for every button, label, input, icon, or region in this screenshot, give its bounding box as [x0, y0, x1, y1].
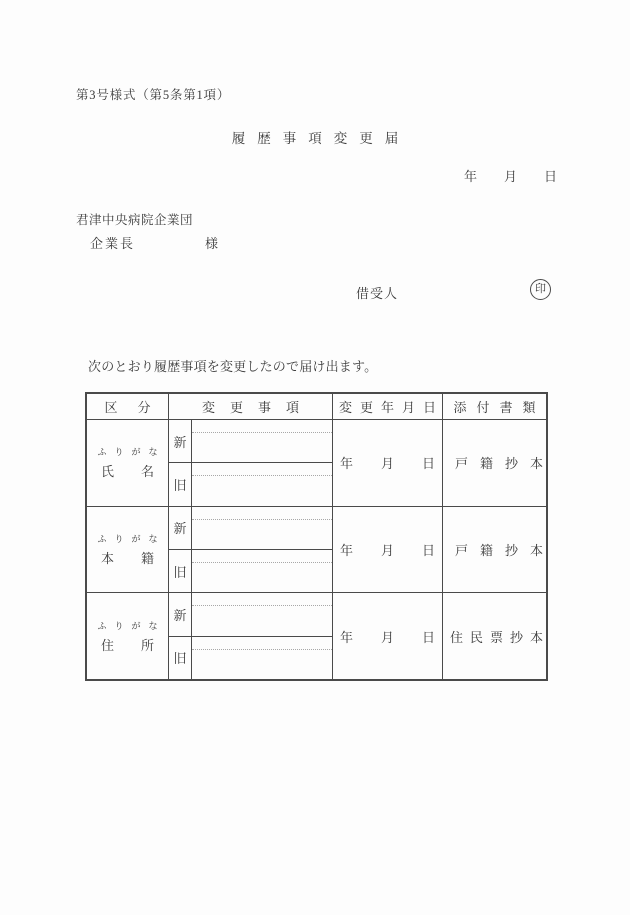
date-month-label: 月: [504, 169, 518, 184]
furigana-label: ふりがな: [97, 620, 166, 631]
seal-character: 印: [535, 283, 546, 295]
new-entry-row: [169, 593, 332, 636]
furigana-label: ふりがな: [97, 447, 166, 458]
change-date-cell: [333, 420, 443, 506]
statement-text: 次のとおり履歴事項を変更したので届け出ます。: [88, 359, 378, 374]
new-entry-row: [169, 420, 332, 463]
document-title: 履歴事項変更届: [231, 131, 411, 146]
attachment-label: 住民票抄本: [450, 629, 551, 645]
new-label: 新: [169, 420, 192, 462]
furigana-writing-line: [192, 562, 332, 563]
old-entry-field: [192, 463, 332, 505]
header-category: 区分: [87, 394, 169, 419]
date-month-label: 月: [380, 543, 394, 558]
date-year-label: 年: [339, 629, 353, 645]
furigana-writing-line: [192, 605, 332, 606]
form-number: 第3号様式（第5条第1項）: [76, 88, 231, 102]
old-label: 旧: [169, 550, 192, 592]
change-item-cell: [169, 420, 333, 506]
furigana-writing-line: [192, 649, 332, 650]
table-row-address: [87, 593, 551, 679]
change-item-cell: [169, 593, 333, 679]
old-label: 旧: [169, 637, 192, 679]
category-cell: [87, 593, 182, 679]
table-row-name: [87, 420, 556, 507]
new-label: 新: [169, 593, 192, 635]
seal-icon: [530, 279, 551, 300]
date-year-label: 年: [339, 456, 353, 472]
new-entry-field: [192, 420, 332, 462]
header-change-date: 変更年月日: [333, 394, 443, 419]
attachment-cell: [443, 507, 555, 593]
header-attachments: 添付書類: [453, 400, 546, 415]
attachment-cell: [443, 593, 550, 679]
date-day-label: 日: [544, 169, 558, 184]
new-label: 新: [169, 507, 192, 549]
change-date-cell: [333, 507, 443, 593]
change-item-cell: [169, 507, 333, 593]
new-entry-field: [192, 593, 332, 635]
date-year-label: 年: [464, 169, 478, 184]
date-month-label: 月: [380, 629, 394, 645]
submission-date-line: [464, 166, 557, 185]
addressee-organization: 君津中央病院企業団: [76, 213, 194, 227]
old-entry-row: [169, 550, 332, 592]
category-label: 本籍: [101, 551, 182, 566]
new-entry-field: [192, 507, 332, 549]
date-day-label: 日: [422, 629, 436, 645]
date-year-label: 年: [339, 543, 353, 558]
furigana-writing-line: [192, 432, 332, 433]
addressee-honorific: 様: [205, 236, 219, 251]
category-cell: [87, 420, 182, 506]
furigana-writing-line: [192, 475, 332, 476]
furigana-label: ふりがな: [97, 534, 166, 544]
new-entry-row: [169, 507, 332, 550]
category-cell: [87, 507, 182, 593]
old-label: 旧: [169, 463, 192, 505]
attachment-cell: [443, 420, 555, 506]
submitter-label: 借受人: [356, 286, 399, 301]
old-entry-field: [192, 637, 332, 679]
old-entry-row: [169, 637, 332, 679]
table-header-row: [87, 394, 546, 420]
addressee-title: 企業長: [90, 236, 136, 251]
header-change-item: 変更事項: [169, 394, 333, 419]
attachment-label: 戸籍抄本: [455, 456, 556, 472]
attachment-label: 戸籍抄本: [455, 543, 556, 558]
category-label: 氏名: [101, 464, 182, 480]
furigana-writing-line: [192, 519, 332, 520]
table-row-domicile: [87, 507, 556, 594]
old-entry-row: [169, 463, 332, 505]
change-date-cell: [333, 593, 443, 679]
date-day-label: 日: [422, 543, 436, 558]
change-notification-table: [85, 392, 556, 681]
date-month-label: 月: [380, 456, 394, 472]
date-day-label: 日: [422, 456, 436, 472]
old-entry-field: [192, 550, 332, 592]
category-label: 住所: [101, 637, 182, 653]
